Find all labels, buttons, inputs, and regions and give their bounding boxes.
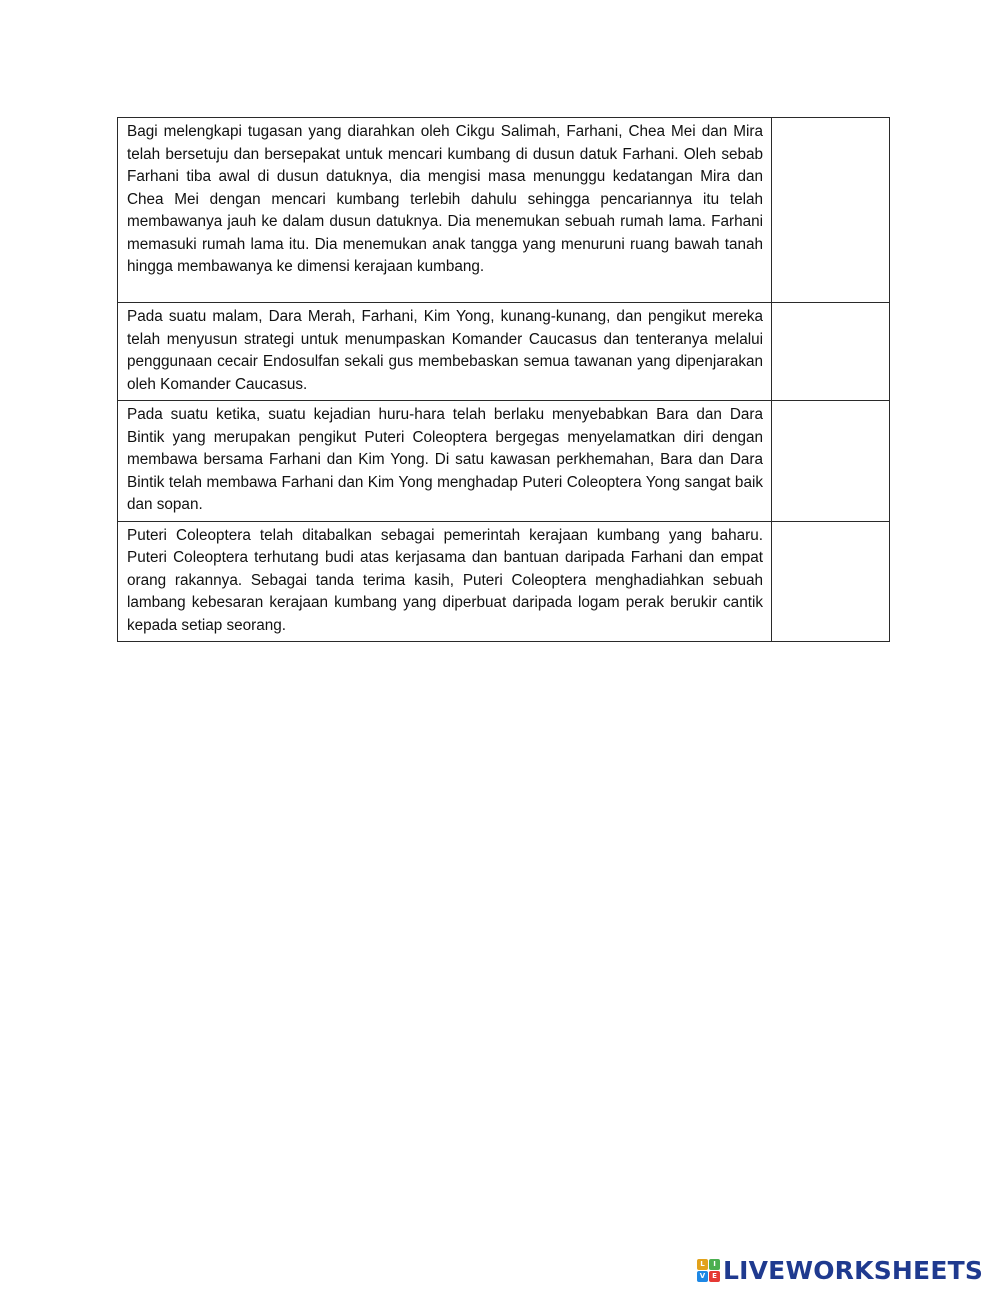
story-text-cell: Bagi melengkapi tugasan yang diarahkan oleh Cikgu Salimah, Farhani, Chea Mei dan Mira telah bersetuju dan bersepakat untuk mencari kumbang di dusun datuk Farhani. Oleh sebab Farhani tiba awal di dusun datuknya, dia mengisi masa menunggu kedatangan Mira dan Chea Mei dengan mencari kumbang terlebih dahulu sehingga pencariannya itu telah membawanya jauh ke dalam dusun datuknya. Dia menemukan sebuah rumah lama. Farhani memasuki rumah lama itu. Dia menemukan anak tangga yang menuruni ruang bawah tanah hingga membawanya ke dimensi kerajaan kumbang. [118, 118, 772, 303]
story-text-cell: Pada suatu ketika, suatu kejadian huru-hara telah berlaku menyebabkan Bara dan Dara Bintik yang merupakan pengikut Puteri Coleoptera bergegas menyelamatkan diri dengan membawa bersama Farhani dan Kim Yong. Di satu kawasan perkhemahan, Bara dan Dara Bintik telah membawa Farhani dan Kim Yong menghadap Puteri Coleoptera Yong sangat baik dan sopan. [118, 401, 772, 522]
liveworksheets-icon [697, 1259, 720, 1282]
table-row [118, 401, 890, 522]
answer-box-3[interactable] [772, 401, 889, 521]
answer-box-1[interactable] [772, 118, 889, 302]
logo-tile-e: E [709, 1271, 720, 1282]
answer-box-2[interactable] [772, 303, 889, 400]
answer-cell [772, 118, 890, 303]
answer-cell [772, 521, 890, 642]
table-row [118, 521, 890, 642]
logo-tile-v: V [697, 1271, 708, 1282]
table-row [118, 118, 890, 303]
story-text-cell: Pada suatu malam, Dara Merah, Farhani, Kim Yong, kunang-kunang, dan pengikut mereka telah menyusun strategi untuk menumpaskan Komander Caucasus dan tenteranya melalui penggunaan cecair Endosulfan sekali gus membebaskan semua tawanan yang dipenjarakan oleh Komander Caucasus. [118, 303, 772, 401]
answer-cell [772, 401, 890, 522]
sequence-table [117, 117, 890, 642]
logo-tile-i: I [709, 1259, 720, 1270]
table-row [118, 303, 890, 401]
brand-name: LIVEWORKSHEETS [723, 1255, 984, 1285]
logo-tile-l: L [697, 1259, 708, 1270]
story-text-cell: Puteri Coleoptera telah ditabalkan sebagai pemerintah kerajaan kumbang yang baharu. Puteri Coleoptera terhutang budi atas kerjasama dan bantuan daripada Farhani dan empat orang rakannya. Sebagai tanda terima kasih, Puteri Coleoptera menghadiahkan sebuah lambang kebesaran kerajaan kumbang yang diperbuat daripada logam perak berukir cantik kepada setiap seorang. [118, 521, 772, 642]
answer-box-4[interactable] [772, 522, 889, 642]
liveworksheets-logo [697, 1255, 983, 1285]
answer-cell [772, 303, 890, 401]
